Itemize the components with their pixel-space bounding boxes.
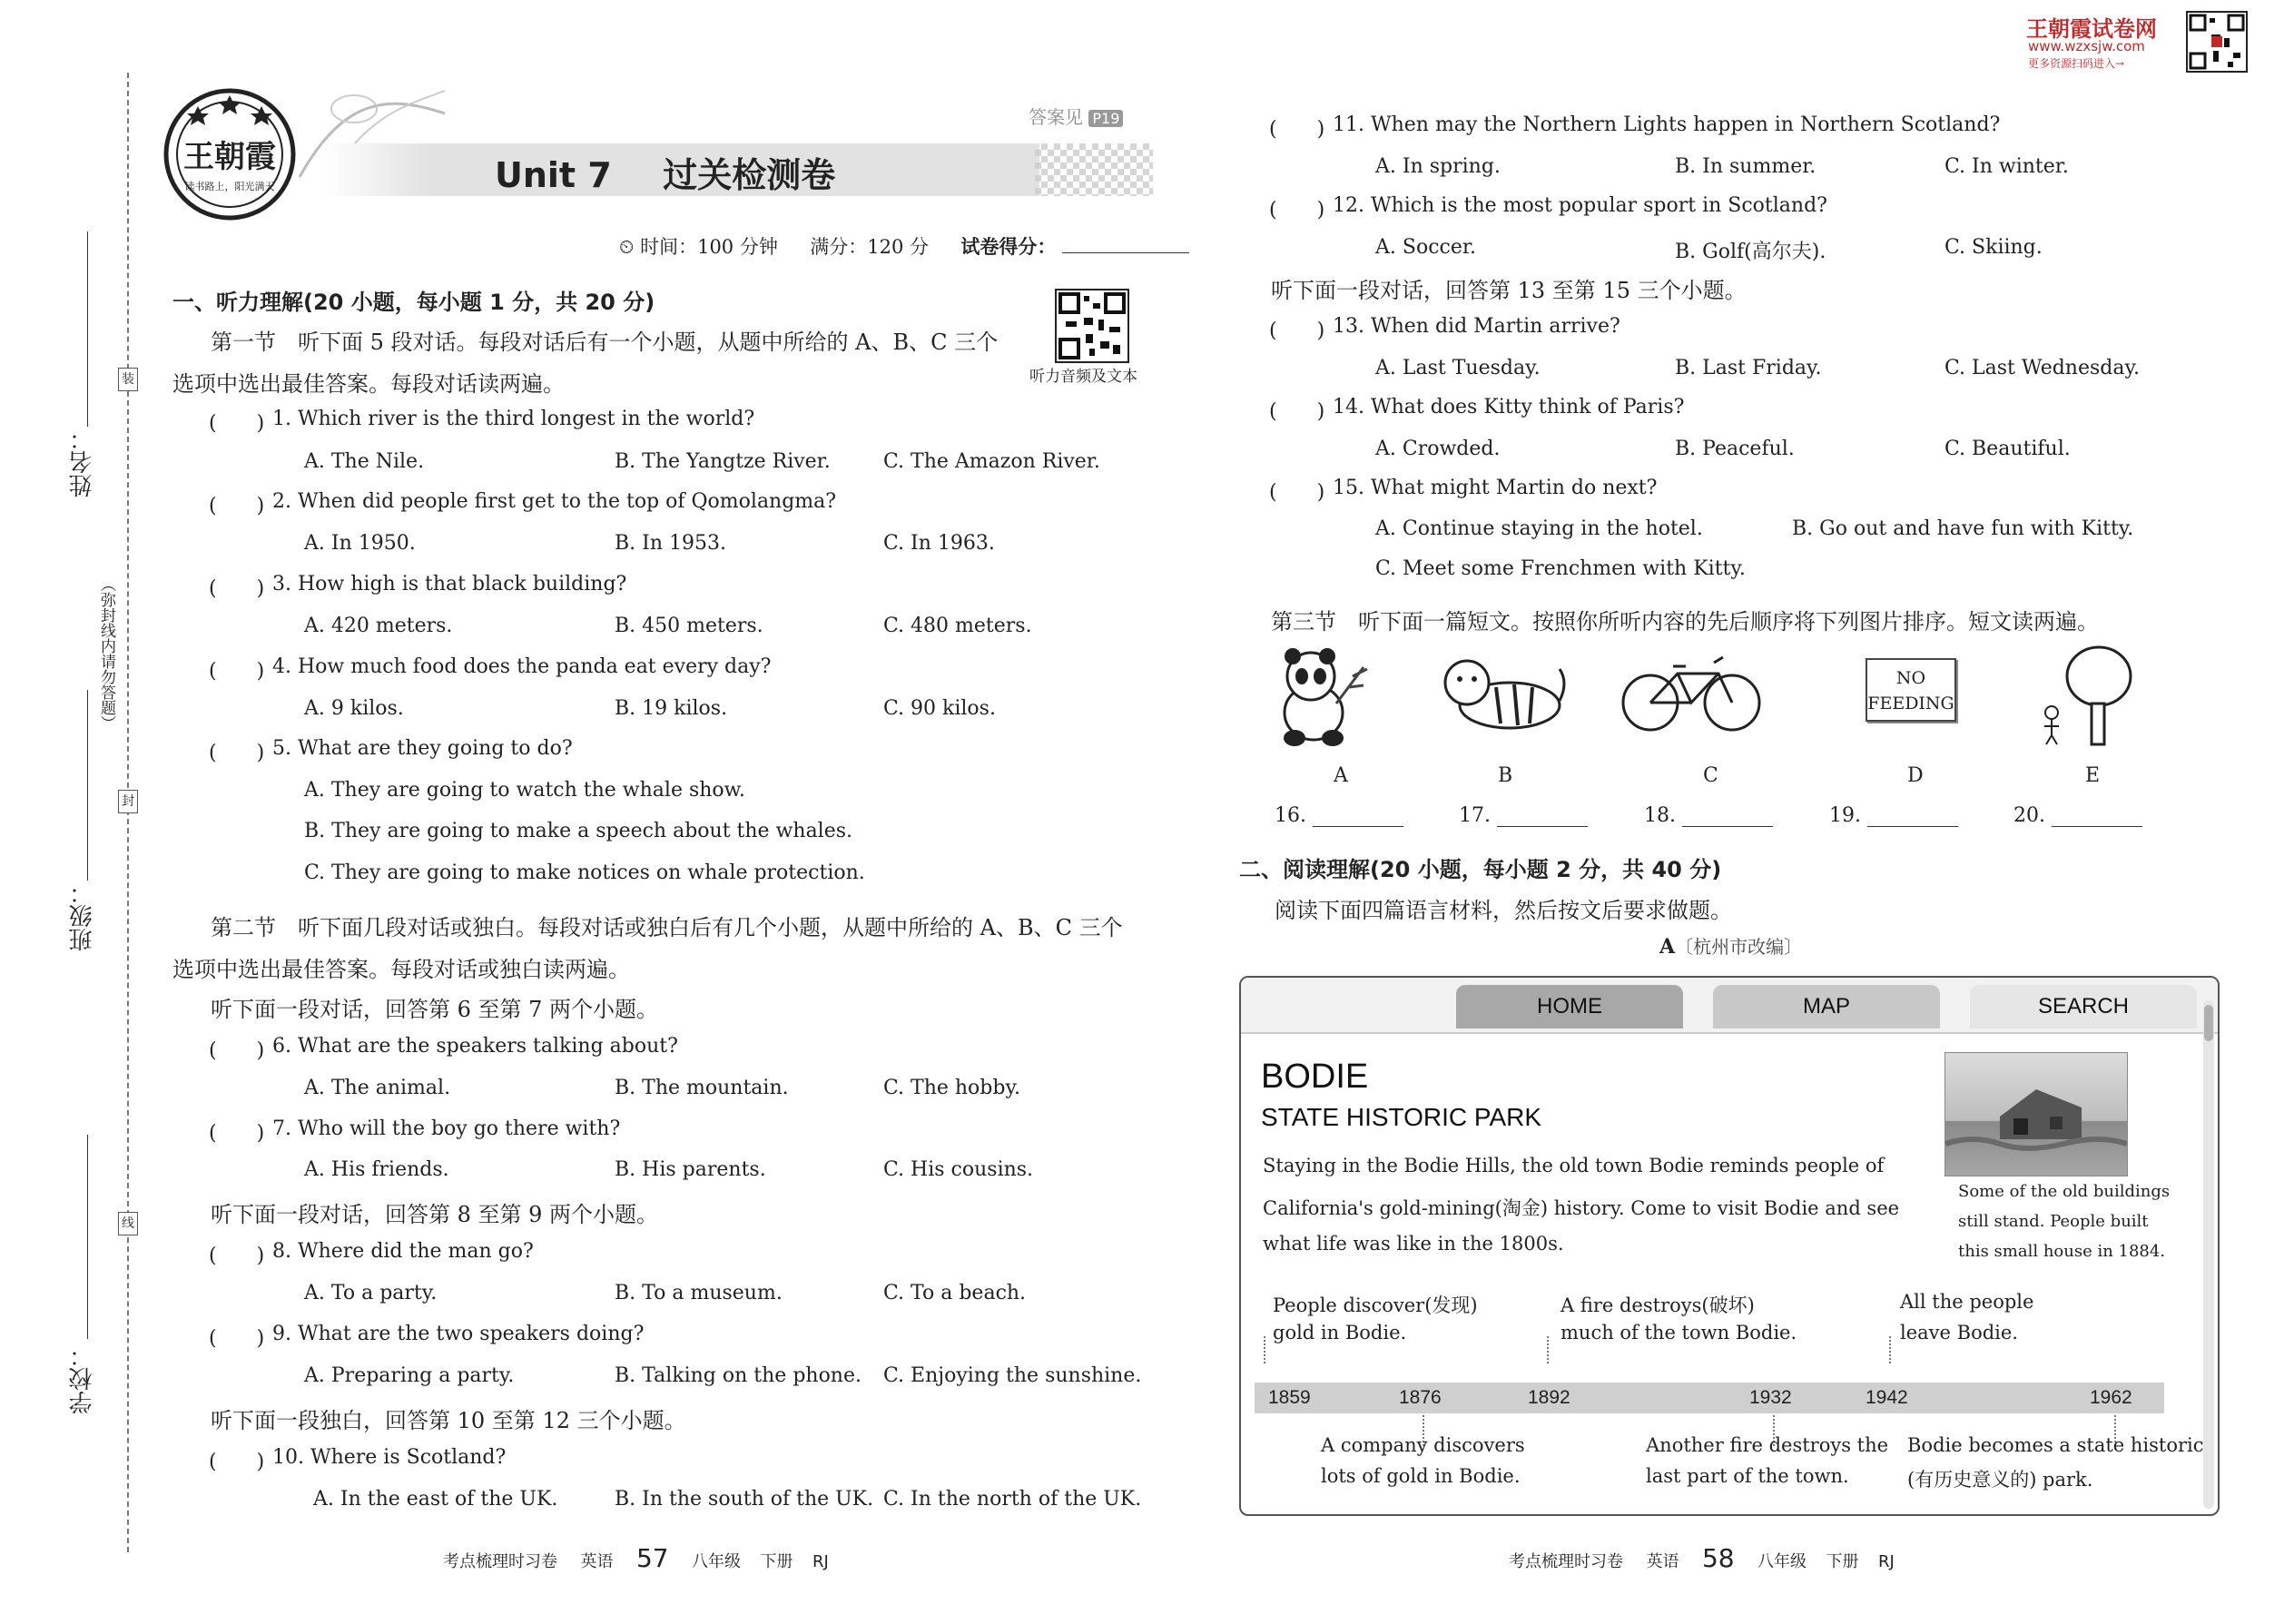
answer-18[interactable] (1644, 804, 1773, 827)
event-1859-l2: gold in Bodie. (1273, 1322, 1407, 1343)
tab-home[interactable]: HOME (1456, 985, 1683, 1029)
event-1962-l1: Bodie becomes a state historic (1907, 1434, 2204, 1456)
event-1942-l2: leave Bodie. (1900, 1322, 2018, 1343)
q2-stem: 2. When did people first get to the top of Qomolangma? (272, 490, 837, 513)
q6-bracket[interactable]: ( ) (209, 1039, 265, 1062)
q8-option-b[interactable]: B. To a museum. (615, 1282, 783, 1304)
footer-right-subject: 英语 (1646, 1552, 1679, 1571)
passage-source: 〔杭州市改编〕 (1675, 936, 1803, 958)
q14-stem: 14. What does Kitty think of Paris? (1333, 396, 1685, 418)
q11-option-a[interactable]: A. In spring. (1375, 155, 1501, 178)
footer-left (443, 1543, 829, 1573)
connector-1892 (1547, 1336, 1549, 1363)
q3-bracket[interactable]: ( ) (209, 577, 265, 600)
q4-option-a[interactable]: A. 9 kilos. (304, 697, 404, 720)
footer-left-subject: 英语 (580, 1552, 614, 1571)
q15-option-a[interactable]: A. Continue staying in the hotel. (1375, 517, 1703, 540)
event-1892-l1: A fire destroys(破坏) (1561, 1294, 1755, 1316)
answer-18-label: 18. (1644, 804, 1676, 827)
year-1859: 1859 (1268, 1387, 1311, 1408)
no-feeding-sign (1866, 658, 1956, 722)
footer-left-grade: 八年级 (692, 1552, 742, 1571)
q2-bracket[interactable]: ( ) (209, 495, 265, 517)
section2-heading: 二、阅读理解(20 小题，每小题 2 分，共 40 分) (1239, 857, 1722, 882)
q11-option-c[interactable]: C. In winter. (1944, 155, 2069, 178)
footer-right-edition: RJ (1877, 1552, 1895, 1571)
watermark-qr[interactable] (2186, 11, 2248, 73)
q5-option-a[interactable]: A. They are going to watch the whale show. (304, 779, 745, 802)
score-field[interactable] (1062, 236, 1189, 253)
q10-bracket[interactable]: ( ) (209, 1451, 265, 1473)
q14-option-b[interactable]: B. Peaceful. (1675, 438, 1795, 460)
q3-option-b[interactable]: B. 450 meters. (615, 615, 763, 637)
q9-option-a[interactable]: A. Preparing a party. (304, 1364, 515, 1387)
q3-option-a[interactable]: A. 420 meters. (304, 615, 453, 637)
sign-line1: NO (1895, 668, 1926, 688)
clock-icon: ⏲ (619, 236, 635, 258)
connector-1859 (1264, 1336, 1265, 1363)
footer-left-page: 57 (635, 1543, 669, 1573)
note-13-15: 听下面一段对话，回答第 13 至第 15 三个小题。 (1271, 278, 1747, 303)
web-body-line2: California's gold-mining(淘金) history. Come to visit Bodie and see (1263, 1197, 1900, 1219)
tab-search[interactable]: SEARCH (1970, 985, 2197, 1029)
footer-left-term: 下册 (760, 1552, 793, 1571)
photo-caption-line2: still stand. People built (1958, 1212, 2149, 1231)
scrollbar[interactable] (2203, 1000, 2214, 1509)
q15-option-b[interactable]: B. Go out and have fun with Kitty. (1792, 517, 2134, 540)
year-1876: 1876 (1399, 1387, 1442, 1408)
photo-caption-line1: Some of the old buildings (1958, 1182, 2171, 1201)
name-field[interactable] (87, 231, 88, 427)
q13-bracket[interactable]: ( ) (1269, 320, 1325, 342)
year-1942: 1942 (1866, 1387, 1908, 1408)
q8-option-c[interactable]: C. To a beach. (883, 1282, 1027, 1304)
q9-option-b[interactable]: B. Talking on the phone. (615, 1364, 861, 1387)
answer-ref-text: 答案见 (1029, 106, 1083, 128)
q11-option-b[interactable]: B. In summer. (1675, 155, 1816, 178)
q10-stem: 10. Where is Scotland? (272, 1446, 507, 1469)
binding-note: （弥封线内请勿答题） (97, 576, 115, 731)
q4-bracket[interactable]: ( ) (209, 660, 265, 683)
logo (162, 86, 298, 222)
footer-right-book: 考点梳理时习卷 (1509, 1552, 1623, 1571)
school-field[interactable] (87, 1135, 88, 1339)
seal-xian: 线 (118, 1212, 138, 1235)
q2-option-b[interactable]: B. In 1953. (615, 532, 726, 555)
footer-left-edition: RJ (812, 1552, 829, 1571)
q13-option-a[interactable]: A. Last Tuesday. (1375, 357, 1541, 379)
q7-option-a[interactable]: A. His friends. (304, 1158, 449, 1181)
answer-20[interactable] (2013, 804, 2142, 827)
page-title (495, 147, 835, 197)
meta-score: 满分：120 分 (810, 236, 929, 258)
event-1932-l1: Another fire destroys the (1646, 1434, 1889, 1456)
q12-bracket[interactable]: ( ) (1269, 199, 1325, 221)
q15-stem: 15. What might Martin do next? (1333, 477, 1658, 499)
picture-label-a: A (1334, 764, 1348, 787)
q2-option-c[interactable]: C. In 1963. (883, 532, 995, 555)
q6-option-b[interactable]: B. The mountain. (615, 1077, 789, 1099)
part2-intro: 第二节 听下面几段对话或独白。每段对话或独白后有几个小题，从题中所给的 A、B、C 三个 (211, 915, 1123, 940)
q11-bracket[interactable]: ( ) (1269, 118, 1325, 141)
q6-stem: 6. What are the speakers talking about? (272, 1035, 678, 1058)
passage-label: A (1659, 935, 1676, 959)
q5-bracket[interactable]: ( ) (209, 742, 265, 764)
footer-left-book: 考点梳理时习卷 (443, 1552, 557, 1571)
answer-17[interactable] (1459, 804, 1588, 827)
q10-option-b[interactable]: B. In the south of the UK. (615, 1488, 874, 1511)
q9-option-c[interactable]: C. Enjoying the sunshine. (883, 1364, 1142, 1387)
school-label: 学校： (69, 1343, 96, 1414)
q3-stem: 3. How high is that black building? (272, 573, 627, 595)
note-6-7: 听下面一段对话，回答第 6 至第 7 两个小题。 (211, 997, 659, 1022)
picture-label-c: C (1703, 764, 1718, 787)
part1-intro: 第一节 听下面 5 段对话。每段对话后有一个小题，从题中所给的 A、B、C 三个 (211, 330, 999, 355)
q14-option-a[interactable]: A. Crowded. (1375, 438, 1501, 460)
q1-option-b[interactable]: B. The Yangtze River. (615, 450, 831, 473)
section1-heading: 一、听力理解(20 小题，每小题 1 分，共 20 分) (172, 290, 655, 315)
logo-text: 王朝霞 (183, 139, 276, 175)
q1-option-c[interactable]: C. The Amazon River. (883, 450, 1100, 473)
note-8-9: 听下面一段对话，回答第 8 至第 9 两个小题。 (211, 1202, 659, 1227)
part3-intro: 第三节 听下面一篇短文。按照你所听内容的先后顺序将下列图片排序。短文读两遍。 (1271, 609, 2099, 635)
webpage-frame (1239, 976, 2220, 1516)
footer-right-grade: 八年级 (1757, 1552, 1807, 1571)
qr-code[interactable] (1055, 289, 1129, 363)
answer-page-badge: P19 (1088, 110, 1123, 127)
event-1962-l2: (有历史意义的) park. (1907, 1469, 2093, 1491)
q8-stem: 8. Where did the man go? (272, 1240, 534, 1263)
meta-result: 试卷得分： (960, 235, 1057, 258)
q7-option-b[interactable]: B. His parents. (615, 1158, 766, 1181)
q5-option-c[interactable]: C. They are going to make notices on whale protection. (304, 861, 865, 884)
q4-option-c[interactable]: C. 90 kilos. (883, 697, 996, 720)
answer-19-label: 19. (1829, 804, 1861, 827)
tree-picture (2035, 640, 2144, 753)
q14-option-c[interactable]: C. Beautiful. (1944, 438, 2071, 460)
logo-motto: 读书路上，阳光满天 (184, 181, 275, 192)
watermark-url[interactable]: www.wzxsjw.com (2028, 38, 2145, 54)
q6-option-a[interactable]: A. The animal. (304, 1077, 451, 1099)
q4-stem: 4. How much food does the panda eat every day? (272, 655, 772, 678)
q1-option-a[interactable]: A. The Nile. (304, 450, 425, 473)
q1-bracket[interactable]: ( ) (209, 412, 265, 435)
q5-option-b[interactable]: B. They are going to make a speech about the whales. (304, 820, 853, 842)
q1-stem: 1. Which river is the third longest in the world? (272, 408, 755, 430)
q15-option-c[interactable]: C. Meet some Frenchmen with Kitty. (1375, 557, 1746, 580)
q11-stem: 11. When may the Northern Lights happen in Northern Scotland? (1333, 113, 2001, 136)
answer-16[interactable] (1275, 804, 1403, 827)
q4-option-b[interactable]: B. 19 kilos. (615, 697, 728, 720)
connector-1942 (1889, 1336, 1891, 1363)
q6-option-c[interactable]: C. The hobby. (883, 1077, 1020, 1099)
q8-bracket[interactable]: ( ) (209, 1245, 265, 1267)
picture-label-e: E (2085, 764, 2101, 787)
year-1932: 1932 (1749, 1387, 1792, 1408)
answer-20-label: 20. (2013, 804, 2045, 827)
q12-option-c[interactable]: C. Skiing. (1944, 236, 2043, 259)
event-1876-l1: A company discovers (1321, 1434, 1525, 1456)
answer-ref (1029, 103, 1123, 129)
scrollbar-thumb[interactable] (2204, 1005, 2213, 1041)
event-1876-l2: lots of gold in Bodie. (1321, 1465, 1521, 1487)
web-title: BODIE (1261, 1058, 1369, 1096)
class-field[interactable] (87, 690, 88, 881)
footer-right-page: 58 (1701, 1543, 1735, 1573)
web-subtitle: STATE HISTORIC PARK (1261, 1103, 1542, 1131)
q8-option-a[interactable]: A. To a party. (304, 1282, 438, 1304)
answer-19[interactable] (1829, 804, 1958, 827)
seal-feng: 封 (118, 790, 138, 813)
exam-meta (619, 232, 1189, 260)
q5-stem: 5. What are they going to do? (272, 737, 573, 760)
q7-option-c[interactable]: C. His cousins. (883, 1158, 1034, 1181)
q12-option-b[interactable]: B. Golf(高尔夫). (1675, 241, 1826, 263)
section2-intro: 阅读下面四篇语言材料，然后按文后要求做题。 (1275, 898, 1732, 923)
q12-stem: 12. Which is the most popular sport in Scotland? (1333, 194, 1827, 217)
event-1892-l2: much of the town Bodie. (1561, 1322, 1797, 1343)
q10-option-c[interactable]: C. In the north of the UK. (883, 1488, 1142, 1511)
timeline-bar (1255, 1383, 2164, 1413)
old-house-photo (1944, 1052, 2128, 1176)
year-1962: 1962 (2090, 1387, 2132, 1408)
class-label: 班级： (69, 881, 96, 951)
q13-stem: 13. When did Martin arrive? (1333, 315, 1620, 338)
picture-label-d: D (1907, 764, 1924, 787)
q3-option-c[interactable]: C. 480 meters. (883, 615, 1032, 637)
q2-option-a[interactable]: A. In 1950. (304, 532, 416, 555)
picture-label-b: B (1498, 764, 1513, 787)
watermark-brand: 王朝霞试卷网 (2026, 16, 2157, 42)
watermark-note: 更多资源扫码进入→ (2028, 57, 2125, 70)
q14-bracket[interactable]: ( ) (1269, 400, 1325, 423)
photo-caption-line3: this small house in 1884. (1958, 1242, 2166, 1261)
part1-intro-cont: 选项中选出最佳答案。每段对话读两遍。 (172, 371, 565, 397)
q12-option-a[interactable]: A. Soccer. (1375, 236, 1476, 259)
tiger-picture (1433, 646, 1569, 741)
name-label: 姓名： (69, 427, 96, 497)
q7-stem: 7. Who will the boy go there with? (272, 1117, 621, 1140)
footer-right-term: 下册 (1826, 1552, 1859, 1571)
q9-stem: 9. What are the two speakers doing? (272, 1323, 645, 1345)
qr-caption: 听力音频及文本 (1029, 368, 1137, 386)
q13-option-b[interactable]: B. Last Friday. (1675, 357, 1822, 379)
event-1859-l1: People discover(发现) (1273, 1294, 1478, 1316)
q7-bracket[interactable]: ( ) (209, 1122, 265, 1145)
note-10-12: 听下面一段独白，回答第 10 至第 12 三个小题。 (211, 1408, 686, 1433)
answer-16-label: 16. (1275, 804, 1306, 827)
year-1892: 1892 (1528, 1387, 1570, 1408)
meta-time: 时间：100 分钟 (640, 236, 778, 258)
panda-picture (1273, 640, 1373, 753)
checker-pattern (1035, 143, 1153, 196)
seal-zhuang: 装 (118, 368, 138, 391)
answer-17-label: 17. (1459, 804, 1491, 827)
bicycle-picture (1619, 646, 1764, 741)
q15-bracket[interactable]: ( ) (1269, 481, 1325, 504)
web-body-line3: what life was like in the 1800s. (1263, 1233, 1564, 1255)
q13-option-c[interactable]: C. Last Wednesday. (1944, 357, 2140, 379)
web-body-line1: Staying in the Bodie Hills, the old town Bodie reminds people of (1263, 1155, 1885, 1176)
q9-bracket[interactable]: ( ) (209, 1327, 265, 1350)
part2-intro-cont: 选项中选出最佳答案。每段对话或独白读两遍。 (172, 957, 630, 982)
footer-right (1509, 1543, 1895, 1573)
tab-map[interactable]: MAP (1713, 985, 1940, 1029)
title-cn: 过关检测卷 (663, 155, 836, 195)
title-unit: Unit 7 (495, 155, 612, 195)
event-1932-l2: last part of the town. (1646, 1465, 1849, 1487)
q10-option-a[interactable]: A. In the east of the UK. (313, 1488, 558, 1511)
event-1942-l1: All the people (1900, 1291, 2034, 1313)
sign-line2: FEEDING (1867, 694, 1954, 714)
passage-header (1659, 932, 1802, 959)
